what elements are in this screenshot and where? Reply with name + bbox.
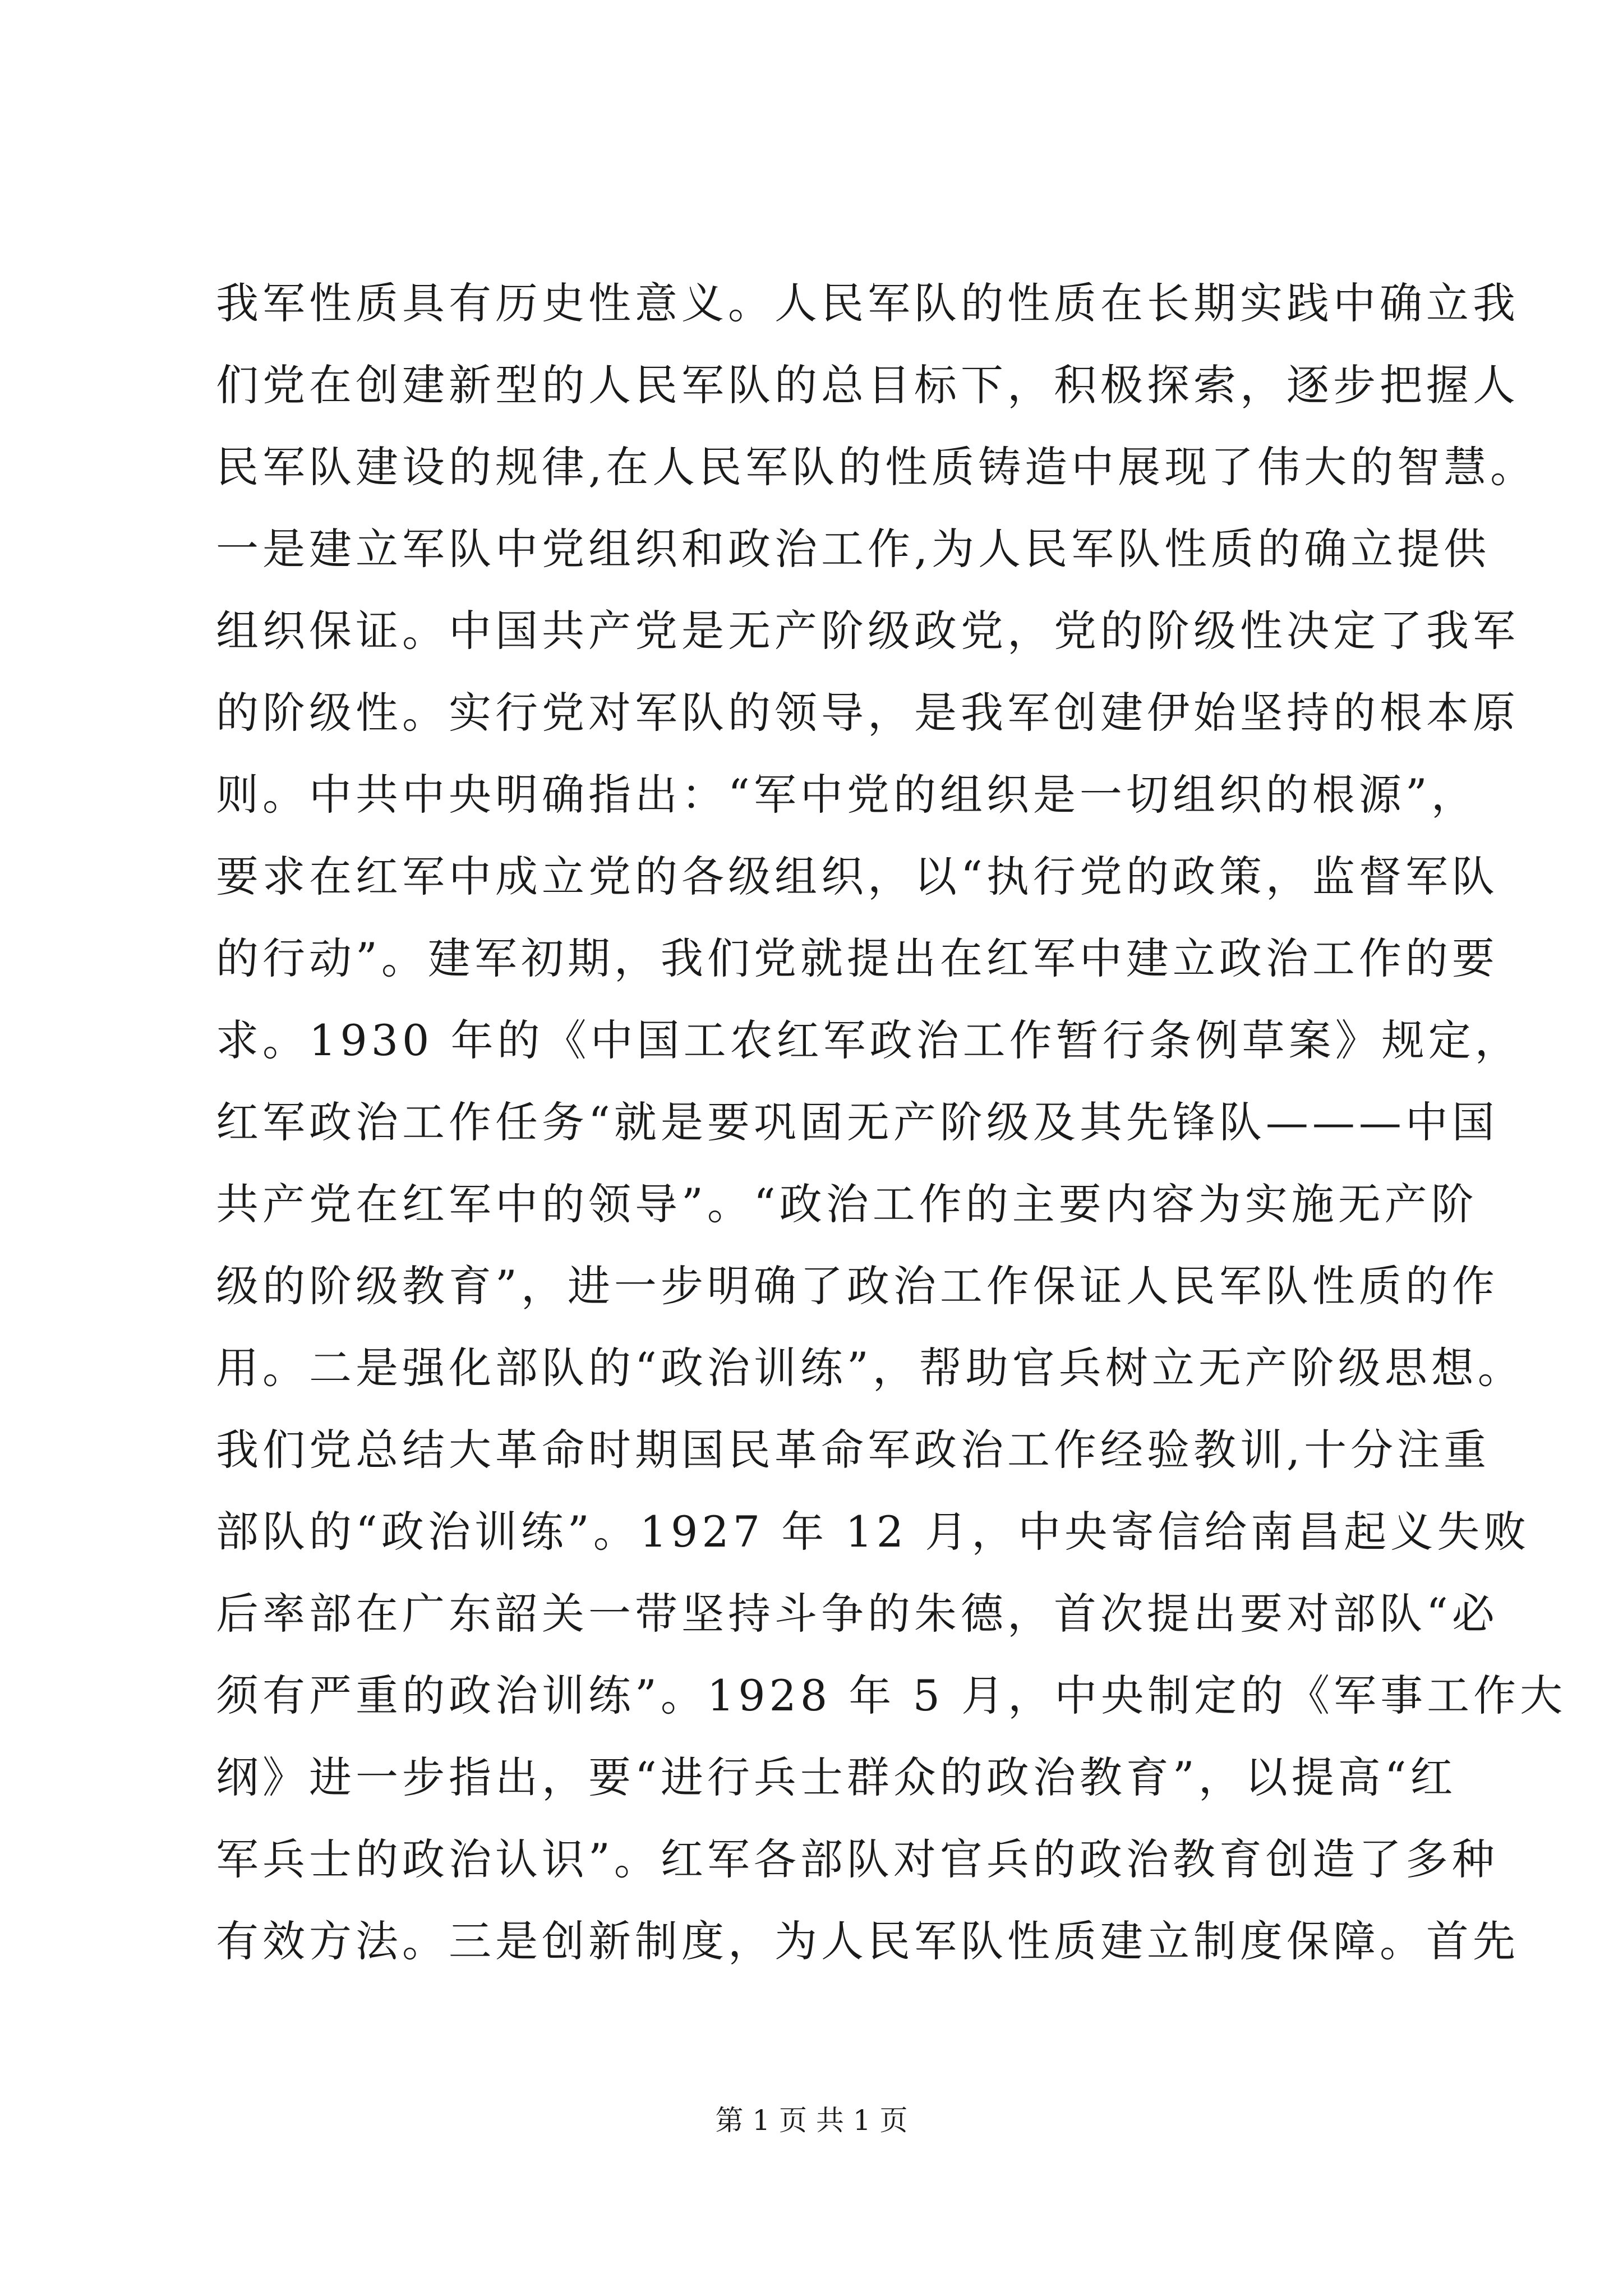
text-line: 我军性质具有历史性意义。人民军队的性质在长期实践中确立我: [216, 278, 1519, 328]
text-line: 军兵士的政治认识”。红军各部队对官兵的政治教育创造了多种: [216, 1834, 1498, 1884]
text-line: 民军队建设的规律,在人民军队的性质铸造中展现了伟大的智慧。: [216, 442, 1537, 492]
text-line: 须有严重的政治训练”。1928 年 5 月，中央制定的《军事工作大: [216, 1671, 1567, 1720]
body-text: [216, 263, 1567, 1982]
text-line: 要求在红军中成立党的各级组织，以“执行党的政策，监督军队: [216, 852, 1498, 901]
text-line: 级的阶级教育”，进一步明确了政治工作保证人民军队性质的作: [216, 1261, 1498, 1311]
text-line: 们党在创建新型的人民军队的总目标下，积极探索，逐步把握人: [216, 360, 1519, 410]
text-line: 我们党总结大革命时期国民革命军政治工作经验教训,十分注重: [216, 1425, 1491, 1475]
text-line: 后率部在广东韶关一带坚持斗争的朱德，首次提出要对部队“必: [216, 1589, 1498, 1639]
text-line: 共产党在红军中的领导”。“政治工作的主要内容为实施无产阶: [216, 1179, 1478, 1229]
text-line: 一是建立军队中党组织和政治工作,为人民军队性质的确立提供: [216, 524, 1491, 574]
page-number-label: 第 1 页 共 1 页: [715, 2104, 908, 2137]
text-line: 的行动”。建军初期，我们党就提出在红军中建立政治工作的要: [216, 933, 1498, 983]
text-line: 的阶级性。实行党对军队的领导，是我军创建伊始坚持的根本原: [216, 688, 1519, 738]
text-line: 纲》进一步指出，要“进行兵士群众的政治教育”，以提高“红: [216, 1752, 1457, 1802]
text-line: 则。中共中央明确指出：“军中党的组织是一切组织的根源”，: [216, 770, 1478, 820]
text-line: 部队的“政治训练”。1927 年 12 月，中央寄信给南昌起义失败: [216, 1507, 1530, 1557]
page-footer: [0, 2101, 1623, 2140]
text-line: 求。1930 年的《中国工农红军政治工作暂行条例草案》规定，: [216, 1015, 1521, 1065]
text-line: 用。二是强化部队的“政治训练”，帮助官兵树立无产阶级思想。: [216, 1343, 1524, 1393]
text-line: 红军政治工作任务“就是要巩固无产阶级及其先锋队———中国: [216, 1097, 1498, 1147]
text-line: 组织保证。中国共产党是无产阶级政党，党的阶级性决定了我军: [216, 606, 1519, 656]
text-line: 有效方法。三是创新制度，为人民军队性质建立制度保障。首先: [216, 1916, 1519, 1966]
